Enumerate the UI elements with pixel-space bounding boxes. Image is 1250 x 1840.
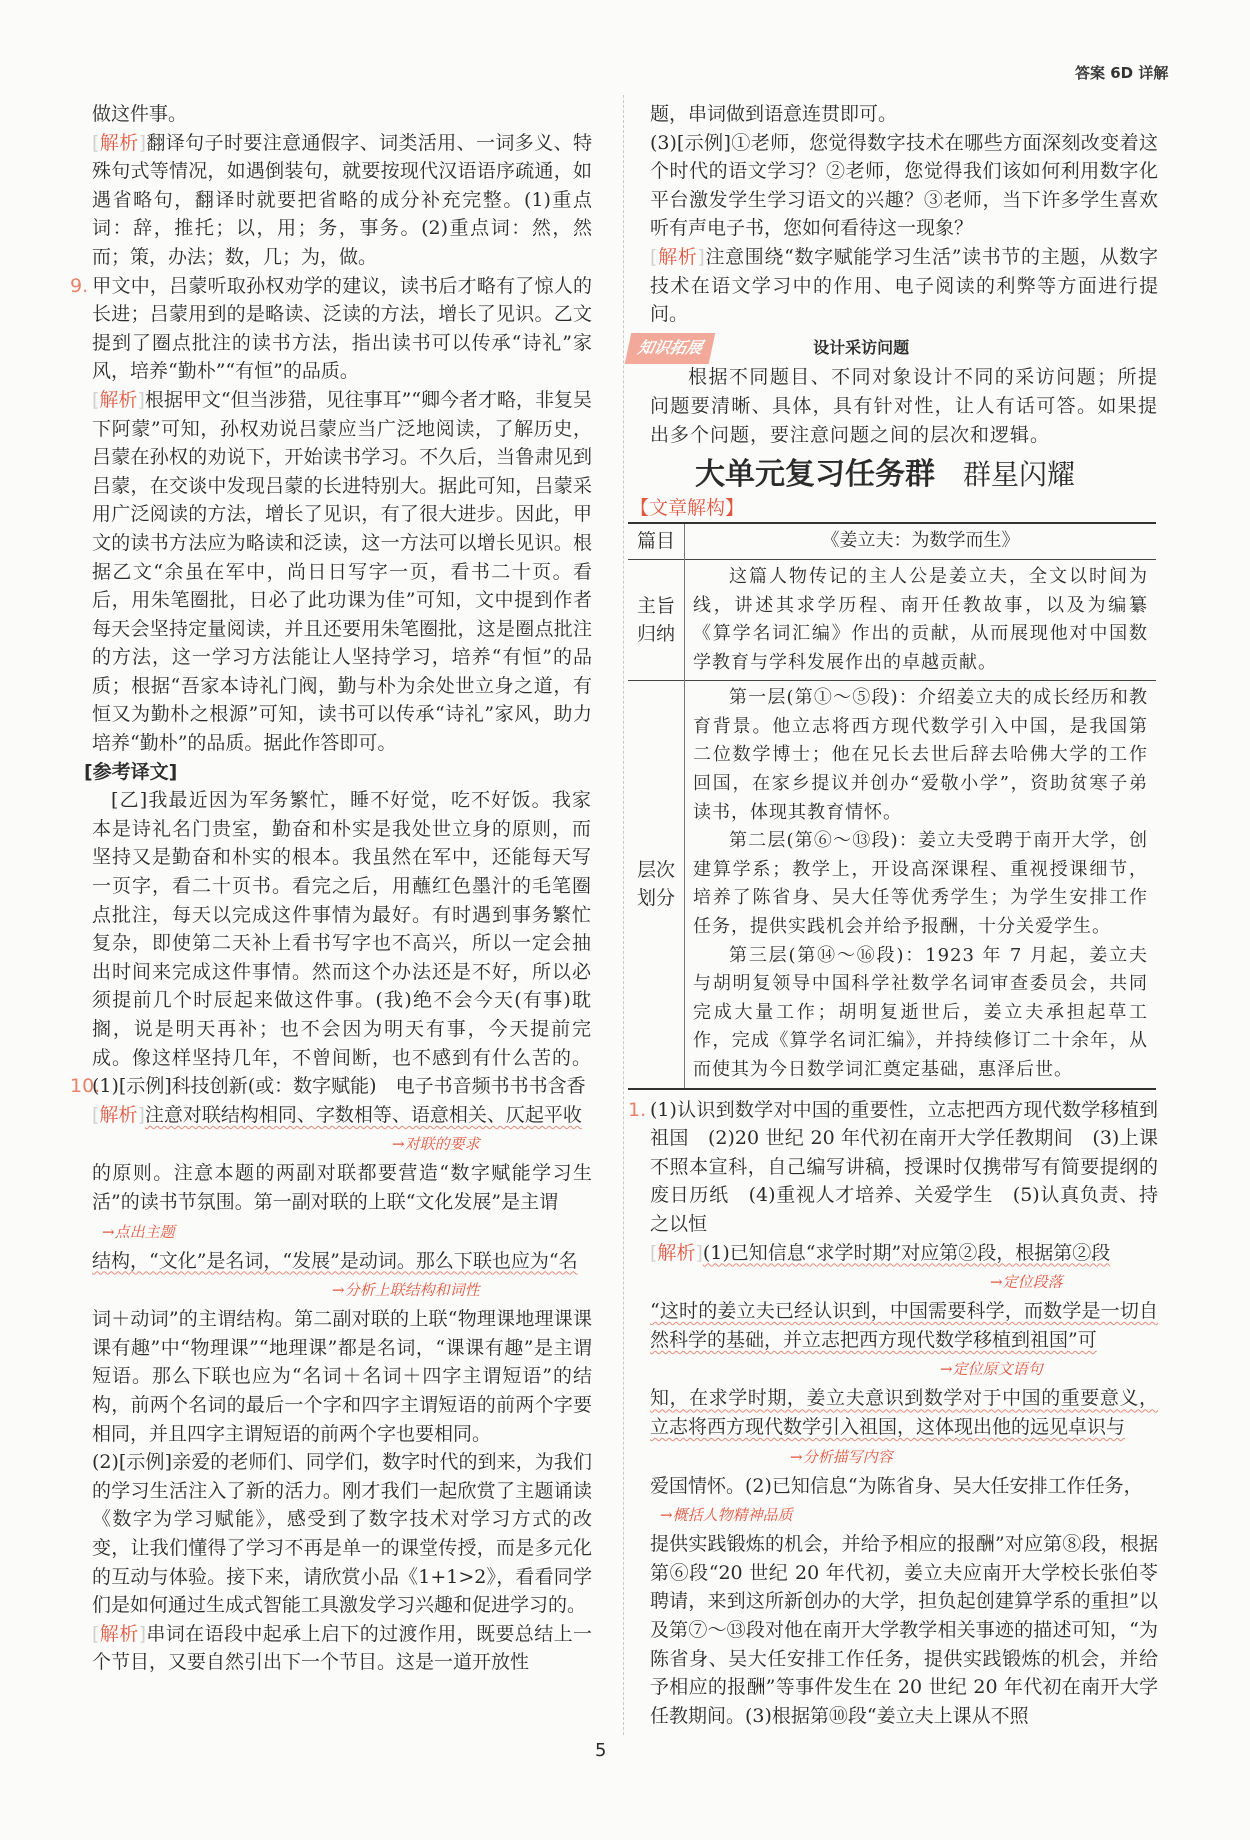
question-10 (70, 1072, 592, 1101)
analysis-text: 知，在求学时期，姜立夫意识到数学对于中国的重要意义，立志将西方现代数学引入祖国，这体现出他的远见卓识与 (650, 1387, 1158, 1438)
layer-3: 第三层(第⑭～⑯段)：1923 年 7 月起，姜立夫与胡明复领导中国科学社数学名词审查委员会，共同完成大量工作；胡明复逝世后，姜立夫承担起草工作，完成《算学名词汇编》，并持续修订二十余年，从而使其为今日数学词汇奠定基础，惠泽后世。 (693, 944, 1148, 1080)
translation-text: [乙]我最近因为军务繁忙，睡不好觉，吃不好饭。我家本是诗礼名门贵室，勤奋和朴实是我处世立身的原则，而坚持又是勤奋和朴实的根本。我虽然在军中，还能每天写一页字，看二十页书。看完之后，用蘸红色墨汁的毛笔圈点批注，每天以完成这件事情为最好。有时遇到事务繁忙复杂，即使第二天补上看书写字也不高兴，所以一定会抽出时间来完成这件事情。然而这个办法还是不好，所以必须提前几个时辰起来做这件事。(我)绝不会今天(有事)耽搁，说是明天再补；也不会因为明天有事，今天提前完成。像这样坚持几年，不曾间断，也不感到有什么苦的。 (92, 789, 593, 1069)
analysis-text: 翻译句子时要注意通假字、词类活用、一词多义、特殊句式等情况，如遇倒装句，就要按现代汉语语序疏通，如遇省略句，翻译时就要把省略的成分补充完整。(1)重点词：辞，推托；以，用；务，事务。(2)重点词：然，然而；策，办法；数，几；为，做。 (92, 131, 592, 268)
analysis-paragraph (92, 129, 592, 272)
analysis-text: 串词在语段中起承上启下的过渡作用，既要总结上一个节目，又要自然引出下一个节目。这是一道开放性 (92, 1622, 592, 1674)
handwritten-note: →分析上联结构和词性 (332, 1281, 480, 1300)
answer-text: (1)[示例]科技创新(或：数字赋能) 电子书音频书书书含香 (92, 1075, 586, 1098)
analysis-text: 注意对联结构相同、字数相等、语意相关、仄起平收 (144, 1103, 582, 1126)
question-number: 10. (70, 1075, 101, 1098)
analysis-tag: [ 解析 ] (650, 246, 705, 268)
analysis-text: 根据甲文“但当涉猎，见往事耳”“卿今者才略，非复吴下阿蒙”可知，孙权劝说吕蒙应当广泛地阅读，了解历史，吕蒙在孙权的劝说下，开始读书学习。不久后，当鲁肃见到吕蒙，在交谈中发现吕蒙的长进特别大。据此可知，吕蒙采用广泛阅读的方法，增长了见识，有了很大进步。因此，甲文的读书方法应为略读和泛读，这一方法可以增长见识。根据乙文“余虽在军中，尚日日写字一页，看书二十页。看后，用朱笔圈批，日必了此功课为佳”可知，文中提到作者每天会坚持定量阅读，并且还要用朱笔圈批，这是圈点批注的方法，这一学习方法能让人坚持学习，培养“有恒”的品质；根据“吾家本诗礼门阀，勤与朴为余处世立身之道，有恒又为勤朴之根源”可知，读书可以传承“诗礼”家风，助力培养“勤朴”的品质。据此作答即可。 (92, 388, 593, 755)
analysis-tag: [ 解析 ] (92, 389, 145, 411)
table-row (628, 681, 1156, 1089)
right-column (628, 100, 1158, 1730)
knowledge-extension-header (636, 333, 1158, 364)
unit-subtitle: 群星闪耀 (963, 458, 1076, 492)
handwritten-note: →对联的要求 (392, 1135, 480, 1154)
analysis-text: 提供实践锻炼的机会，并给予相应的报酬”对应第⑧段，根据第⑥段“20 世纪 20 年代初，姜立夫应南开大学校长张伯苓聘请，来到这所新创办的大学，担负起创建算学系的重担”以及第⑦～⑬段对他在南开大学教学相关事迹的描述可知，“为陈省身、吴大任安排工作任务，提供实践锻炼的机会，并给予相应的报酬”等事件发生在 20 世纪 20 年代初在南开大学任教期间。(3)根据第⑩段“姜立夫上课从不照 (650, 1533, 1158, 1727)
extension-title: 设计采访问题 (813, 337, 910, 357)
analysis-text: 的原则。注意本题的两副对联都要营造“数字赋能学习生活”的读书节氛围。第一副对联的上联“文化发展”是主谓 (92, 1162, 592, 1213)
knowledge-extension-badge: 知识拓展 (625, 333, 716, 364)
analysis-text: “这时的姜立夫已经认识到，中国需要科学，而数学是一切自然科学的基础，并立志把西方现代数学移植到祖国”可 (650, 1300, 1158, 1351)
article-structure-table (628, 522, 1156, 1089)
row-label: 篇目 (628, 523, 685, 559)
analysis-text: 结构，“文化”是名词，“发展”是动词。那么下联也应为“名 (92, 1249, 578, 1272)
layer-2: 第二层(第⑥～⑬段)：姜立夫受聘于南开大学，创建算学系；教学上，开设高深课程、重视授课细节，培养了陈省身、吴大任等优秀学生；为学生安排工作任务，提供实践机会并给予报酬，十分关爱学生。 (693, 830, 1148, 938)
analysis-tag: [ 解析 ] (92, 1623, 146, 1645)
question-number: 1. (628, 1098, 647, 1121)
left-column (70, 100, 593, 1677)
table-row (628, 523, 1156, 559)
section-label: 【文章解构】 (630, 496, 745, 519)
theme-summary: 这篇人物传记的主人公是姜立夫，全文以时间为线，讲述其求学历程、南开任教故事，以及为编纂《算学名词汇编》作出的贡献，从而展现他对中国数学教育与学科发展作出的卓越贡献。 (693, 565, 1148, 673)
analysis-paragraph (650, 1239, 1158, 1268)
analysis-tag: [ 解析 ] (92, 1104, 145, 1126)
translation-heading: [参考译文] (84, 760, 178, 783)
question-9 (70, 272, 592, 386)
page-header: 答案 6D 详解 (1075, 64, 1169, 82)
layer-1: 第一层(第①～⑤段)：介绍姜立夫的成长经历和教育背景。他立志将西方现代数学引入中国，是我国第二位数学博士；他在兄长去世后辞去哈佛大学的工作回国，在家乡提议并创办“爱敬小学”，资助贫寒子弟读书，体现其教育情怀。 (693, 687, 1148, 823)
unit-title (695, 457, 1158, 493)
answer-text: (3)[示例]①老师，您觉得数字技术在哪些方面深刻改变着这个时代的语文学习？②老师，您觉得我们该如何利用数字化平台激发学生学习语文的兴趣？③老师，当下许多学生喜欢听有声电子书，您如何看待这一现象？ (650, 131, 1158, 240)
row-label: 层次划分 (628, 681, 685, 1089)
question-1 (628, 1096, 1158, 1239)
analysis-paragraph (92, 1620, 592, 1677)
analysis-tag: [ 解析 ] (92, 132, 146, 154)
analysis-paragraph (92, 386, 592, 758)
analysis-text: 爱国情怀。(2)已知信息“为陈省身、吴大任安排工作任务， (650, 1474, 1143, 1497)
paragraph: 做这件事。 (92, 103, 188, 125)
answer-text: (1)认识到数学对中国的重要性，立志把西方现代数学移植到祖国 (2)20 世纪 20 年代初在南开大学任教期间 (3)上课不照本宣科，自己编写讲稿，授课时仅携带写有简要提纲的废日历纸 (4)重视人才培养、关爱学生 (5)认真负责、持之以恒 (650, 1098, 1158, 1235)
handwritten-note: →分析描写内容 (790, 1447, 893, 1466)
handwritten-note: →概括人物精神品质 (660, 1506, 793, 1525)
paragraph: 题，串词做到语意连贯即可。 (650, 103, 898, 125)
row-label: 主旨归纳 (628, 559, 685, 680)
analysis-text: (1)已知信息“求学时期”对应第②段，根据第②段 (702, 1241, 1111, 1264)
answer-text: (2)[示例]亲爱的老师们、同学们，数字时代的到来，为我们的学习生活注入了新的活力。刚才我们一起欣赏了主题诵读《数字为学习赋能》，感受到了数字技术对学习方式的改变，让我们懂得了学习不再是单一的课堂传授，而是多元化的互动与体验。接下来，请欣赏小品《1+1>2》，看看同学们是如何通过生成式智能工具激发学习兴趣和促进学习的。 (92, 1451, 592, 1617)
handwritten-note: →定位段落 (990, 1273, 1063, 1292)
analysis-text: 词＋动词”的主谓结构。第二副对联的上联“物理课地理课课课有趣”中“物理课”“地理课”都是名词，“课课有趣”是主谓短语。那么下联也应为“名词＋名词＋四字主谓短语”的结构，前两个名词的最后一个字和四字主谓短语的前两个字要相同，并且四字主谓短语的前两个字也要相同。 (92, 1308, 592, 1445)
unit-title-main: 大单元复习任务群 (695, 457, 935, 493)
extension-body: 根据不同题目、不同对象设计不同的采访问题；所提问题要清晰、具体，具有针对性，让人有话可答。如果提出多个问题，要注意问题之间的层次和逻辑。 (650, 366, 1158, 446)
analysis-tag: [ 解析 ] (650, 1242, 703, 1264)
analysis-paragraph (650, 243, 1158, 329)
page-number: 5 (595, 1740, 607, 1761)
answer-text: 甲文中，吕蒙听取孙权劝学的建议，读书后才略有了惊人的长进；吕蒙用到的是略读、泛读的方法，增长了见识。乙文提到了圈点批注的读书方法，指出读书可以传承“诗礼”家风，培养“勤朴”“有恒”的品质。 (92, 274, 592, 383)
handwritten-note: →定位原文语句 (940, 1360, 1043, 1379)
table-row (628, 559, 1156, 680)
question-number: 9. (70, 274, 89, 297)
analysis-paragraph (92, 1101, 592, 1130)
article-title: 《姜立夫：为数学而生》 (685, 523, 1157, 559)
handwritten-note: →点出主题 (102, 1222, 175, 1241)
analysis-text: 注意围绕“数字赋能学习生活”读书节的主题，从数字技术在语文学习中的作用、电子阅读的利弊等方面进行提问。 (650, 245, 1158, 326)
column-divider (623, 95, 624, 1735)
